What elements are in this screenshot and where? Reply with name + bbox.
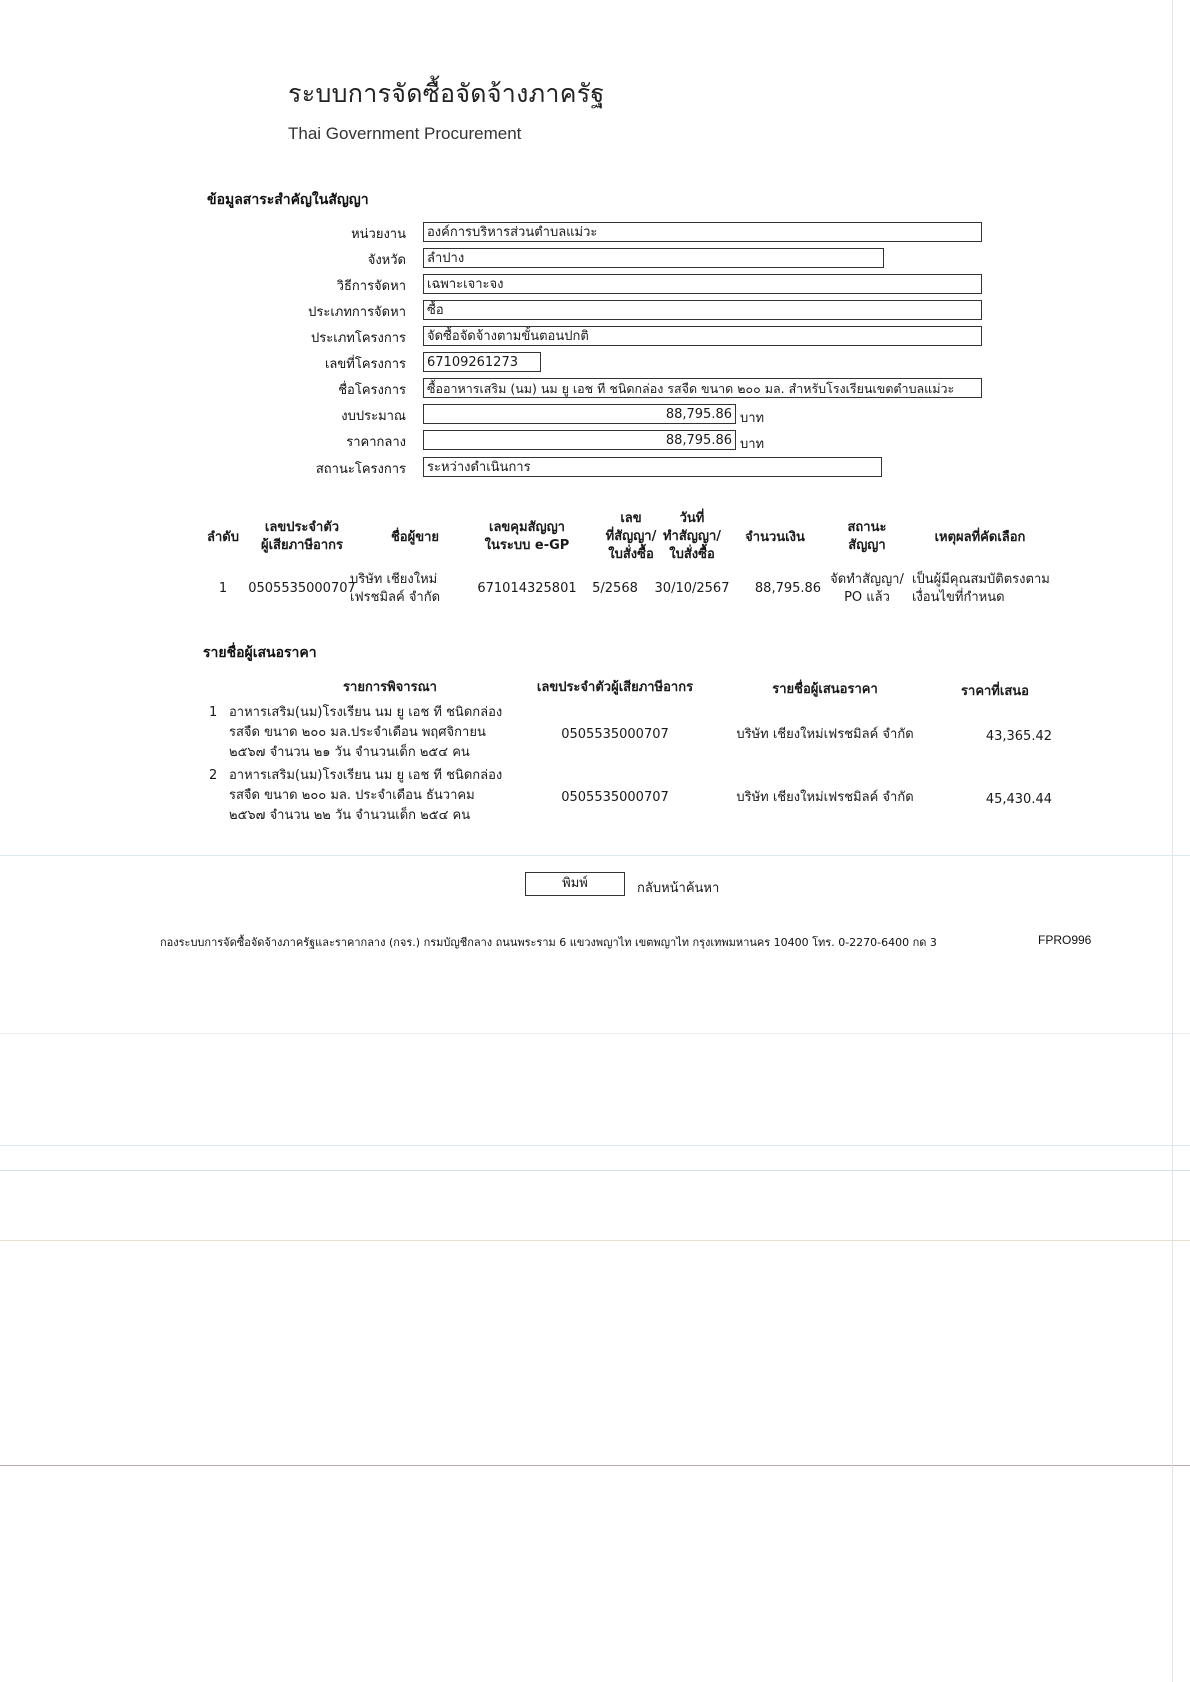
bidder-row-name: บริษัท เชียงใหม่เฟรชมิลค์ จำกัด [736, 727, 914, 742]
scan-artifact-line [0, 855, 1190, 856]
scan-artifact-line [0, 1033, 1190, 1034]
contract-col-no: ลำดับ [207, 530, 239, 545]
contract-info-heading: ข้อมูลสาระสำคัญในสัญญา [207, 192, 369, 208]
field-value-method: เฉพาะเจาะจง [423, 274, 982, 294]
field-label-budget: งบประมาณ [341, 409, 406, 424]
field-label-project-number: เลขที่โครงการ [324, 357, 406, 372]
field-label-province: จังหวัด [367, 253, 406, 268]
bidders-col-item: รายการพิจารณา [343, 680, 437, 695]
contract-row-date: 30/10/2567 [654, 581, 730, 596]
contract-row-vendor: บริษัท เชียงใหม่ เฟรชมิลค์ จำกัด [350, 572, 441, 605]
footer-address: กองระบบการจัดซื้อจัดจ้างภาครัฐและราคากลาง (กจร.) กรมบัญชีกลาง ถนนพระราม 6 แขวงพญาไท เขตพญาไท กรุงเทพมหานคร 10400 โทร. 0-2270-6400 กด 3 [160, 936, 937, 949]
contract-col-contract-no: เลข ที่สัญญา/ ใบสั่งซื้อ [605, 511, 657, 562]
scan-edge-line [1172, 0, 1173, 1682]
contract-row-tax-id: 0505535000707 [248, 581, 356, 596]
field-value-project-status: ระหว่างดำเนินการ [423, 457, 882, 477]
field-label-agency: หน่วยงาน [351, 227, 406, 242]
bidders-heading: รายชื่อผู้เสนอราคา [203, 645, 317, 661]
footer-page-code: FPRO996 [1038, 933, 1092, 947]
contract-col-status: สถานะ สัญญา [847, 520, 887, 553]
contract-col-egp: เลขคุมสัญญา ในระบบ e-GP [484, 520, 570, 553]
contract-row-status: จัดทำสัญญา/ PO แล้ว [830, 572, 904, 605]
field-label-procurement-type: ประเภทการจัดหา [308, 305, 406, 320]
field-value-agency: องค์การบริหารส่วนตำบลแม่วะ [423, 222, 982, 242]
contract-row-egp: 671014325801 [477, 581, 577, 596]
field-value-project-name: ซื้ออาหารเสริม (นม) นม ยู เอช ที ชนิดกล่อง รสจืด ขนาด ๒๐๐ มล. สำหรับโรงเรียนเขตตำบลแม่วะ [423, 378, 982, 398]
scan-artifact-line [0, 1465, 1190, 1466]
field-value-budget: 88,795.86 [423, 404, 736, 424]
bidder-row-name: บริษัท เชียงใหม่เฟรชมิลค์ จำกัด [736, 790, 914, 805]
bidder-row-tax-id: 0505535000707 [561, 727, 669, 742]
field-value-project-type: จัดซื้อจัดจ้างตามขั้นตอนปกติ [423, 326, 982, 346]
contract-col-tax-id: เลขประจำตัว ผู้เสียภาษีอากร [260, 520, 343, 553]
field-value-median-price: 88,795.86 [423, 430, 736, 450]
field-label-method: วิธีการจัดหา [336, 279, 406, 294]
bidders-col-price: ราคาที่เสนอ [961, 684, 1029, 699]
page-title-english: Thai Government Procurement [288, 124, 522, 143]
bidder-row-no: 1 [209, 705, 218, 720]
scan-artifact-line [0, 1145, 1190, 1146]
contract-col-vendor: ชื่อผู้ขาย [390, 530, 440, 545]
scan-artifact-line [0, 1170, 1190, 1171]
bidders-col-tax-id: เลขประจำตัวผู้เสียภาษีอากร [536, 680, 694, 695]
field-value-procurement-type: ซื้อ [423, 300, 982, 320]
bidder-row-price: 43,365.42 [985, 729, 1052, 744]
field-value-project-number: 67109261273 [423, 352, 541, 372]
scan-artifact-line [0, 1240, 1190, 1241]
field-label-median-price: ราคากลาง [346, 435, 406, 450]
contract-row-no: 1 [218, 581, 228, 596]
bidder-row-item: อาหารเสริม(นม)โรงเรียน นม ยู เอช ที ชนิดกล่อง รสจืด ขนาด ๒๐๐ มล. ประจำเดือน ธันวาคม ๒๕๖๗ จำนวน ๒๒ วัน จำนวนเด็ก ๒๕๔ คน [229, 768, 503, 823]
field-label-project-type: ประเภทโครงการ [311, 331, 406, 346]
field-value-province: ลำปาง [423, 248, 884, 268]
budget-unit: บาท [740, 411, 765, 426]
contract-row-reason: เป็นผู้มีคุณสมบัติตรงตาม เงื่อนไขที่กำหนด [912, 572, 1050, 605]
print-button[interactable]: พิมพ์ [525, 872, 625, 896]
contract-col-date: วันที่ ทำสัญญา/ ใบสั่งซื้อ [662, 511, 721, 562]
page-title-thai: ระบบการจัดซื้อจัดจ้างภาครัฐ [288, 79, 605, 108]
field-label-project-name: ชื่อโครงการ [338, 383, 406, 398]
field-label-project-status: สถานะโครงการ [315, 462, 406, 477]
bidders-col-name: รายชื่อผู้เสนอราคา [772, 682, 878, 697]
bidder-row-tax-id: 0505535000707 [561, 790, 669, 805]
bidder-row-price: 45,430.44 [985, 792, 1052, 807]
contract-row-contract-no: 5/2568 [592, 581, 638, 596]
bidder-row-item: อาหารเสริม(นม)โรงเรียน นม ยู เอช ที ชนิดกล่อง รสจืด ขนาด ๒๐๐ มล.ประจำเดือน พฤศจิกายน ๒๕๖๗ จำนวน ๒๑ วัน จำนวนเด็ก ๒๕๔ คน [229, 705, 503, 760]
contract-col-amount: จำนวนเงิน [745, 530, 805, 545]
back-to-search-link[interactable]: กลับหน้าค้นหา [637, 881, 720, 896]
contract-col-reason: เหตุผลที่คัดเลือก [934, 530, 1026, 545]
bidder-row-no: 2 [209, 768, 218, 783]
median-price-unit: บาท [740, 437, 765, 452]
contract-row-amount: 88,795.86 [754, 581, 822, 596]
